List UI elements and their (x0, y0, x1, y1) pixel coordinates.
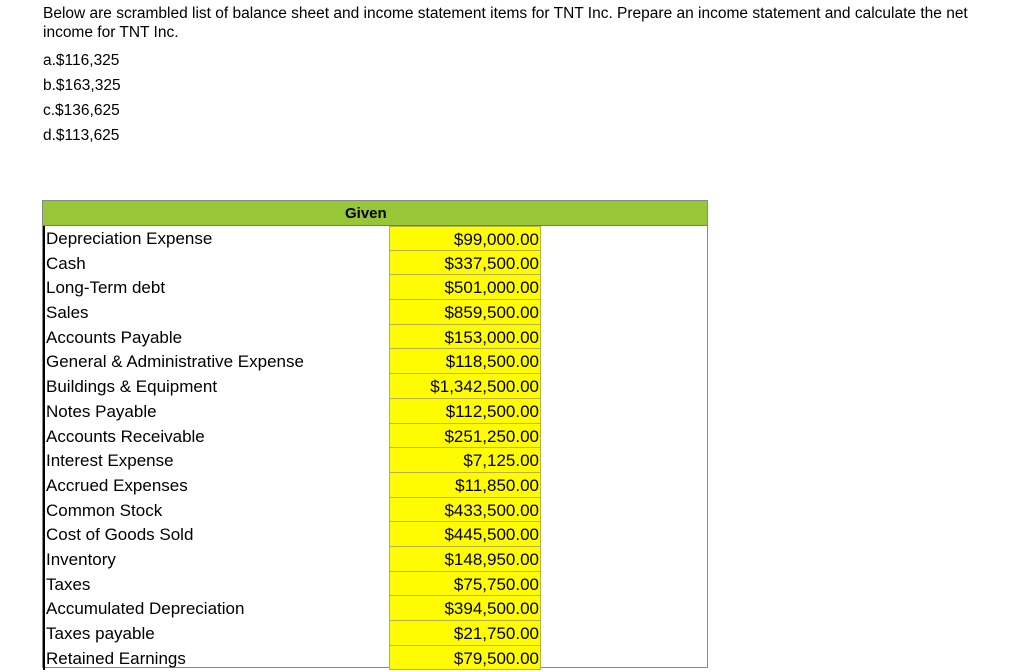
row-label: Common Stock (43, 498, 162, 523)
row-value-cell[interactable]: $112,500.00 (389, 399, 541, 424)
option-a[interactable]: a.$116,325 (43, 52, 120, 69)
row-value-cell[interactable]: $11,850.00 (389, 473, 541, 498)
row-label: Buildings & Equipment (43, 374, 217, 399)
table-header-given: Given (345, 205, 387, 222)
row-value-cell[interactable]: $7,125.00 (389, 448, 541, 473)
row-value-cell[interactable]: $21,750.00 (389, 621, 541, 646)
table-header-bar (43, 201, 707, 226)
option-b[interactable]: b.$163,325 (43, 77, 121, 94)
row-value-cell[interactable]: $153,000.00 (389, 325, 541, 350)
row-label: Sales (43, 300, 89, 325)
row-label: Inventory (43, 547, 116, 572)
row-label: General & Administrative Expense (43, 349, 304, 374)
row-label: Taxes (43, 572, 90, 597)
row-value-cell[interactable]: $118,500.00 (389, 349, 541, 374)
row-label: Taxes payable (43, 621, 155, 646)
row-value-cell[interactable]: $445,500.00 (389, 522, 541, 547)
answer-options (43, 48, 121, 148)
row-label: Cost of Goods Sold (43, 522, 193, 547)
row-value-cell[interactable]: $75,750.00 (389, 572, 541, 597)
row-value-cell[interactable]: $433,500.00 (389, 498, 541, 523)
row-label: Retained Earnings (43, 646, 186, 671)
row-label: Accumulated Depreciation (43, 596, 244, 621)
row-label: Notes Payable (43, 399, 157, 424)
row-value-cell[interactable]: $79,500.00 (389, 646, 541, 671)
row-label: Interest Expense (43, 448, 174, 473)
row-value-cell[interactable]: $99,000.00 (389, 226, 541, 251)
row-value-cell[interactable]: $337,500.00 (389, 251, 541, 276)
row-label: Accounts Receivable (43, 424, 205, 449)
row-label: Long-Term debt (43, 275, 165, 300)
row-value-cell[interactable]: $251,250.00 (389, 424, 541, 449)
row-value-cell[interactable]: $859,500.00 (389, 300, 541, 325)
row-value-cell[interactable]: $1,342,500.00 (389, 374, 541, 399)
row-value-cell[interactable]: $148,950.00 (389, 547, 541, 572)
row-label: Accounts Payable (43, 325, 182, 350)
option-d[interactable]: d.$113,625 (43, 127, 120, 144)
row-label: Accrued Expenses (43, 473, 188, 498)
row-value-cell[interactable]: $394,500.00 (389, 596, 541, 621)
spreadsheet-table (42, 200, 708, 668)
option-c[interactable]: c.$136,625 (43, 102, 120, 119)
row-value-cell[interactable]: $501,000.00 (389, 275, 541, 300)
row-label: Cash (43, 251, 86, 276)
row-label: Depreciation Expense (43, 226, 212, 251)
question-text: Below are scrambled list of balance sheet and income statement items for TNT Inc. Prepare an income statement and calculate the net income for TNT Inc. (43, 5, 968, 41)
